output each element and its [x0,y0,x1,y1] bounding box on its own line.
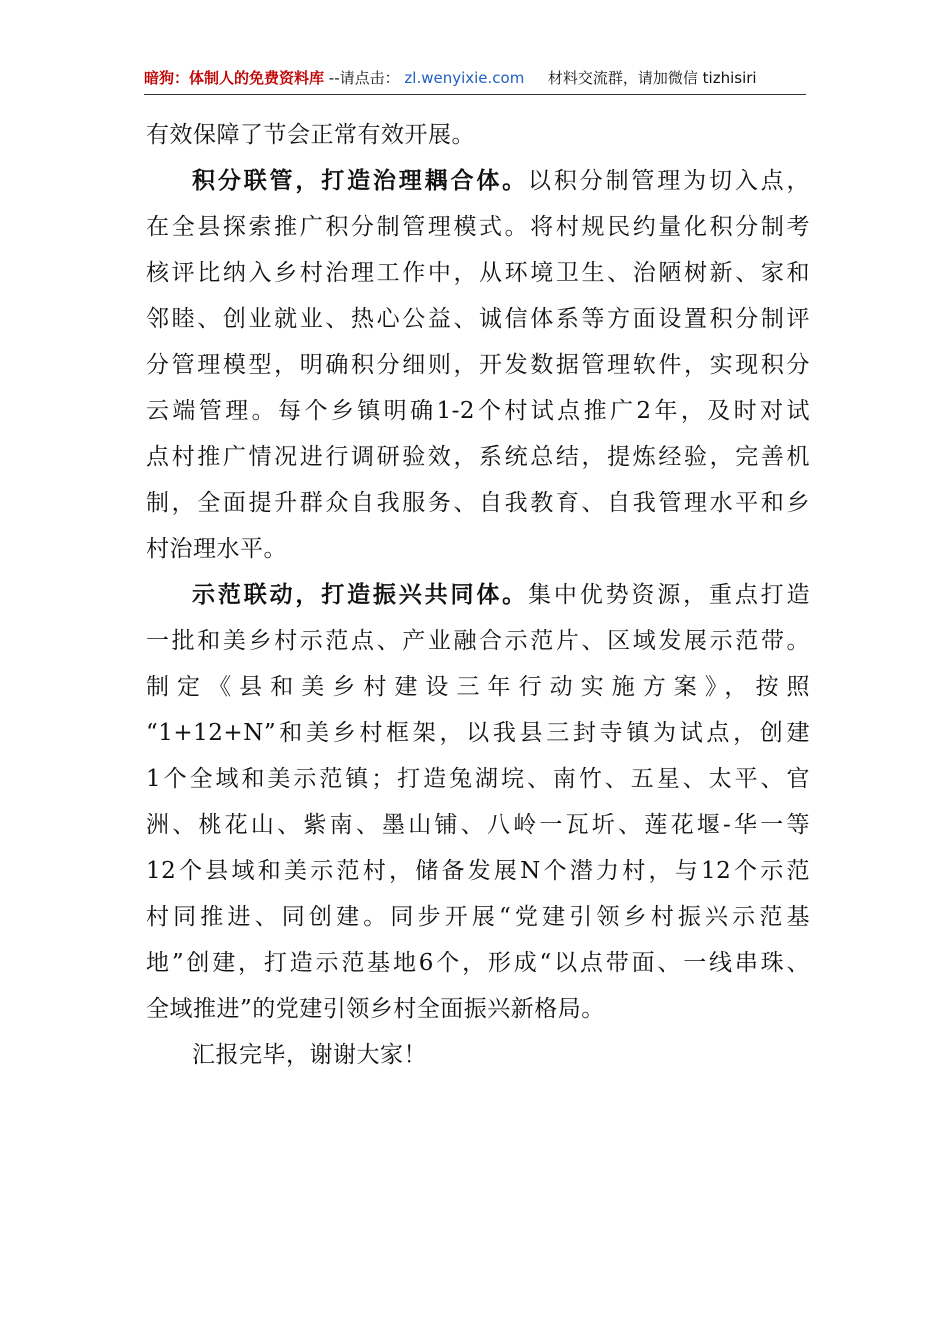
text-line: 1个全域和美示范镇；打造兔湖垸、南竹、五星、太平、官 [146,766,810,792]
text-line: 地”创建，打造示范基地6个，形成“以点带面、一线串珠、 [146,950,810,976]
text-line: 全域推进”的党建引领乡村全面振兴新格局。 [146,996,605,1022]
page-header [144,66,806,95]
text-line: 云端管理。每个乡镇明确1-2个村试点推广2年，及时对试 [146,398,810,424]
text-line: 制定《县和美乡村建设三年行动实施方案》，按照 [146,674,810,700]
text-line: 示范联动，打造振兴共同体。集中优势资源，重点打造 [192,581,810,608]
text-line: 一批和美乡村示范点、产业融合示范片、区域发展示范带。 [146,628,810,654]
text-line: 有效保障了节会正常有效开展。 [146,122,475,148]
text-line: 村治理水平。 [146,536,287,562]
header-prompt: --请点击： [328,69,400,87]
document-body [146,112,810,1078]
section-heading: 示范联动，打造振兴共同体。 [192,581,529,608]
text-line: 村同推进、同创建。同步开展“党建引领乡村振兴示范基 [146,904,810,930]
text-line: 12个县域和美示范村，储备发展N个潜力村，与12个示范 [146,858,810,884]
section-heading: 积分联管，打造治理耦合体。 [192,167,529,194]
text-line: 分管理模型，明确积分细则，开发数据管理软件，实现积分 [146,352,810,378]
header-brand: 暗狗：体制人的免费资料库 [144,69,325,87]
text-line: 汇报完毕，谢谢大家！ [192,1042,427,1068]
text-line: 核评比纳入乡村治理工作中，从环境卫生、治陋树新、家和 [146,260,810,286]
text-line: 洲、桃花山、紫南、墨山铺、八岭一瓦圻、莲花堰-华一等 [146,812,810,838]
text-line: 制，全面提升群众自我服务、自我教育、自我管理水平和乡 [146,490,810,516]
text-line: 在全县探索推广积分制管理模式。将村规民约量化积分制考 [146,214,810,240]
header-link[interactable]: zl.wenyixie.com [404,69,525,87]
text-line: 点村推广情况进行调研验效，系统总结，提炼经验，完善机 [146,444,810,470]
text-line: “1+12+N”和美乡村框架，以我县三封寺镇为试点，创建 [146,720,810,746]
text-line: 积分联管，打造治理耦合体。以积分制管理为切入点， [192,167,810,194]
header-contact: 材料交流群，请加微信 tizhisiri [547,69,757,87]
text-line: 邻睦、创业就业、热心公益、诚信体系等方面设置积分制评 [146,306,810,332]
